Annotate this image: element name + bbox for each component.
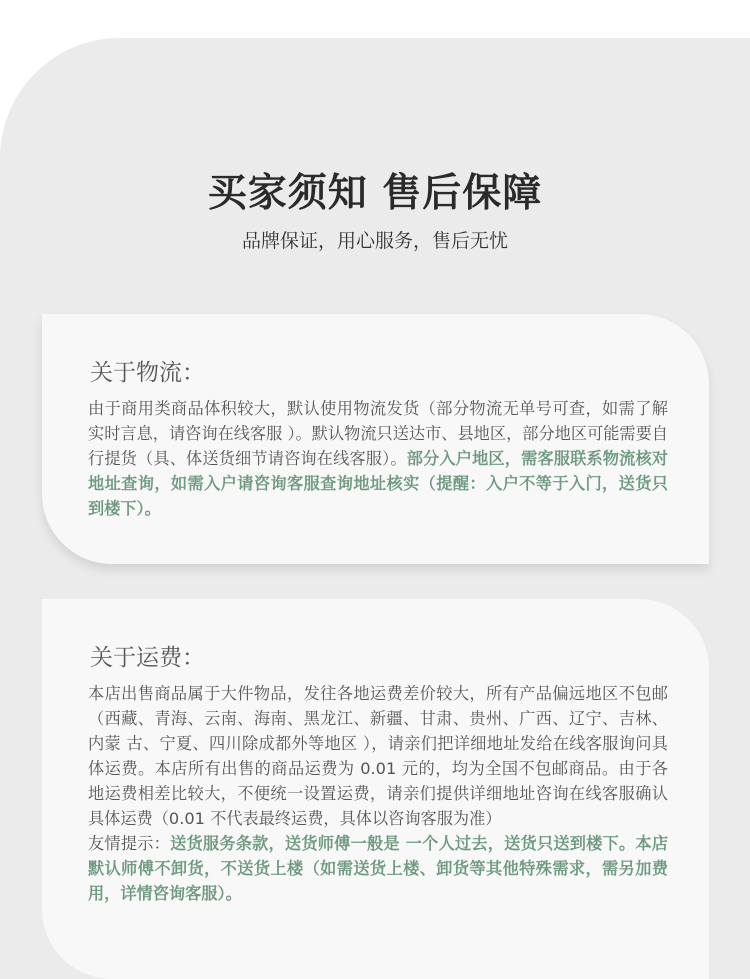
- shipping-heading: 关于运费：: [90, 645, 205, 671]
- logistics-card: [42, 314, 709, 564]
- shipping-tip-label: 友情提示：: [88, 834, 171, 853]
- logistics-heading: 关于物流：: [90, 360, 205, 386]
- logistics-highlight: 部分入户地区，需客服联系物流核对地址查询，如需入户请咨询客服查询地址核实（提醒：入户不等于入门，送货只到楼下）。: [88, 449, 668, 518]
- shipping-card: [42, 599, 709, 979]
- logistics-text: [88, 396, 668, 521]
- shipping-highlight: 送货服务条款，送货师傅一般是 一个人过去，送货只送到楼下。本店默认师傅不卸货，不送货上楼（如需送货上楼、卸货等其他特殊需求，需另加费用，详情咨询客服）。: [88, 834, 669, 903]
- shipping-body: 本店出售商品属于大件物品，发往各地运费差价较大，所有产品偏远地区不包邮（西藏、青海、云南、海南、黑龙江、新疆、甘肃、贵州、广西、辽宁、吉林、内蒙 古、宁夏、四川除成都外等地区 ），请亲们把详细地址发给在线客服询问具体运费。本店所有出售的商品运费为 0.01 元的，均为全国不包邮商品。由于各地运费相差比较大，不便统一设置运费，请亲们提供详细地址咨询在线客服确认具体运费（0.01 不代表最终运费，具体以咨询客服为准）: [88, 684, 668, 828]
- logistics-body: 由于商用类商品体积较大，默认使用物流发货（部分物流无单号可查，如需了解实时言息，请咨询在线客服 ）。默认物流只送达市、县地区，部分地区可能需要自行提货（具、体送货细节请咨询在线客服）。: [88, 399, 668, 468]
- page-title: 买家须知 售后保障: [207, 171, 543, 216]
- shipping-text: [88, 681, 668, 906]
- page-subtitle: 品牌保证，用心服务，售后无忧: [241, 230, 508, 252]
